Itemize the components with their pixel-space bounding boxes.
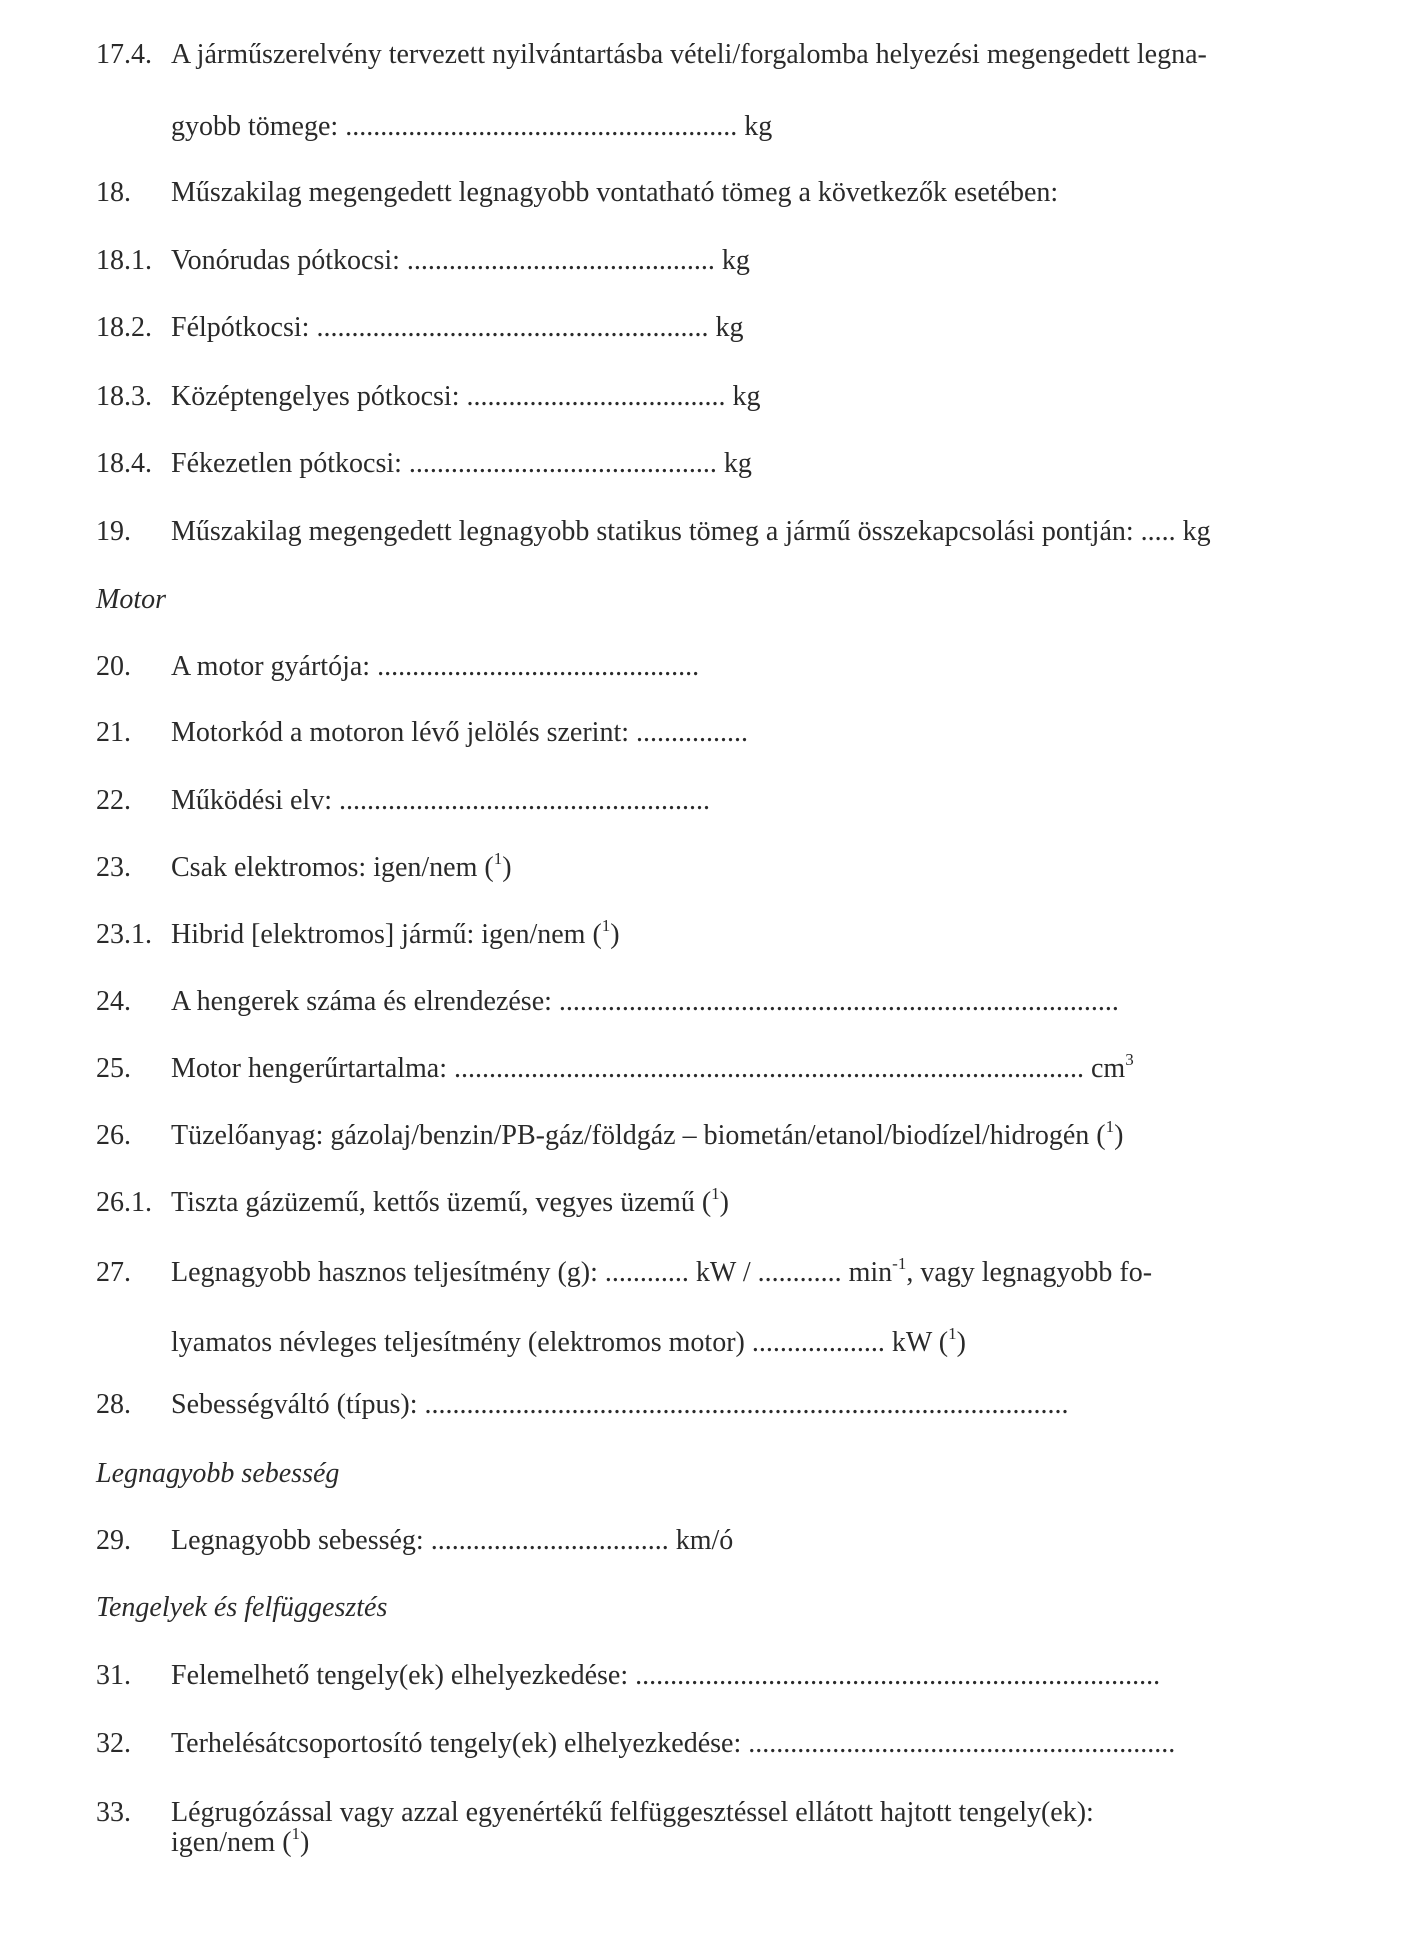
item-text-part: ) [502, 852, 512, 883]
item-number: 19. [96, 516, 131, 547]
item-text: gyobb tömege: ........................................................ kg [171, 111, 773, 142]
item-number: 32. [96, 1728, 131, 1759]
item-number: 24. [96, 986, 131, 1017]
item-text [171, 1116, 1124, 1153]
item-text: Motorkód a motoron lévő jelölés szerint: ................ [171, 717, 749, 748]
item-text-part: ) [1114, 1120, 1124, 1151]
item-text: A hengerek száma és elrendezése: ................................................................................ [171, 986, 1119, 1017]
item-number: 20. [96, 651, 131, 682]
item-number: 27. [96, 1257, 131, 1288]
footnote-ref: 3 [1125, 1049, 1134, 1069]
item-number: 18.1. [96, 245, 152, 276]
section-heading: Motor [96, 584, 166, 615]
footnote-ref: 1 [291, 1823, 301, 1843]
item-number: 18.3. [96, 381, 152, 412]
item-text: A járműszerelvény tervezett nyilvántartásba vételi/forgalomba helyezési megengedett legna- [171, 39, 1207, 70]
item-text-part: Motor hengerűrtartalma: .......................................................................................... cm [171, 1053, 1126, 1084]
item-text [171, 1823, 310, 1860]
item-text: Terhelésátcsoportosító tengely(ek) elhelyezkedése: ............................................................. [171, 1728, 1176, 1759]
item-text: Légrugózással vagy azzal egyenértékű felfüggesztéssel ellátott hajtott tengely(ek): [171, 1797, 1094, 1828]
item-text-part: ) [719, 1187, 729, 1218]
item-text [171, 1183, 729, 1220]
item-number: 18.4. [96, 448, 152, 479]
item-text [171, 1323, 966, 1360]
footnote-ref: 1 [601, 915, 611, 935]
item-text: Vonórudas pótkocsi: ............................................ kg [171, 245, 750, 276]
item-number: 28. [96, 1389, 131, 1420]
item-text-part: ) [956, 1327, 966, 1358]
item-number: 33. [96, 1797, 131, 1828]
item-text [171, 1253, 1153, 1290]
item-number: 21. [96, 717, 131, 748]
footnote-ref: 1 [493, 848, 503, 868]
item-text: Működési elv: ..................................................... [171, 785, 710, 816]
item-text-part: ) [610, 919, 620, 950]
item-number: 26.1. [96, 1187, 152, 1218]
item-number: 22. [96, 785, 131, 816]
item-text: Fékezetlen pótkocsi: ............................................ kg [171, 448, 752, 479]
item-text-part: igen/nem ( [171, 1827, 292, 1858]
item-number: 31. [96, 1660, 131, 1691]
footnote-ref: 1 [1105, 1116, 1115, 1136]
footnote-ref: 1 [711, 1183, 720, 1203]
item-text-part: Csak elektromos: igen/nem ( [171, 852, 494, 883]
item-text-part: ) [300, 1827, 310, 1858]
item-number: 18.2. [96, 312, 152, 343]
item-text-part: Legnagyobb hasznos teljesítmény (g): ............ kW / ............ min [171, 1257, 893, 1288]
footnote-ref: 1 [948, 1323, 957, 1343]
item-number: 25. [96, 1053, 131, 1084]
item-text [171, 848, 512, 885]
item-text: Középtengelyes pótkocsi: ..................................... kg [171, 381, 761, 412]
item-text [171, 1049, 1134, 1086]
item-text: Félpótkocsi: ........................................................ kg [171, 312, 744, 343]
item-text-part: Hibrid [elektromos] jármű: igen/nem ( [171, 919, 602, 950]
item-text: Felemelhető tengely(ek) elhelyezkedése: ........................................................................... [171, 1660, 1161, 1691]
item-text-part: lyamatos névleges teljesítmény (elektromos motor) ................... kW ( [171, 1327, 949, 1358]
unit-exponent: -1 [892, 1253, 907, 1273]
item-text: Műszakilag megengedett legnagyobb vontatható tömeg a következők esetében: [171, 177, 1059, 208]
item-text: Sebességváltó (típus): ............................................................................................ [171, 1389, 1069, 1420]
section-heading: Legnagyobb sebesség [96, 1458, 340, 1489]
item-text-part: , vagy legnagyobb fo- [906, 1257, 1153, 1288]
item-text: Műszakilag megengedett legnagyobb statikus tömeg a jármű összekapcsolási pontján: ..... kg [171, 516, 1211, 547]
item-number: 18. [96, 177, 131, 208]
item-text [171, 915, 620, 952]
item-text-part: Tiszta gázüzemű, kettős üzemű, vegyes üzemű ( [171, 1187, 712, 1218]
item-number: 26. [96, 1120, 131, 1151]
item-text: A motor gyártója: .............................................. [171, 651, 700, 682]
item-text-part: Tüzelőanyag: gázolaj/benzin/PB-gáz/földgáz – biometán/etanol/biodízel/hidrogén ( [171, 1120, 1106, 1151]
item-number: 29. [96, 1525, 131, 1556]
item-text: Legnagyobb sebesség: .................................. km/ó [171, 1525, 734, 1556]
item-number: 23. [96, 852, 131, 883]
item-number: 23.1. [96, 919, 152, 950]
item-number: 17.4. [96, 39, 152, 70]
section-heading: Tengelyek és felfüggesztés [96, 1592, 388, 1623]
